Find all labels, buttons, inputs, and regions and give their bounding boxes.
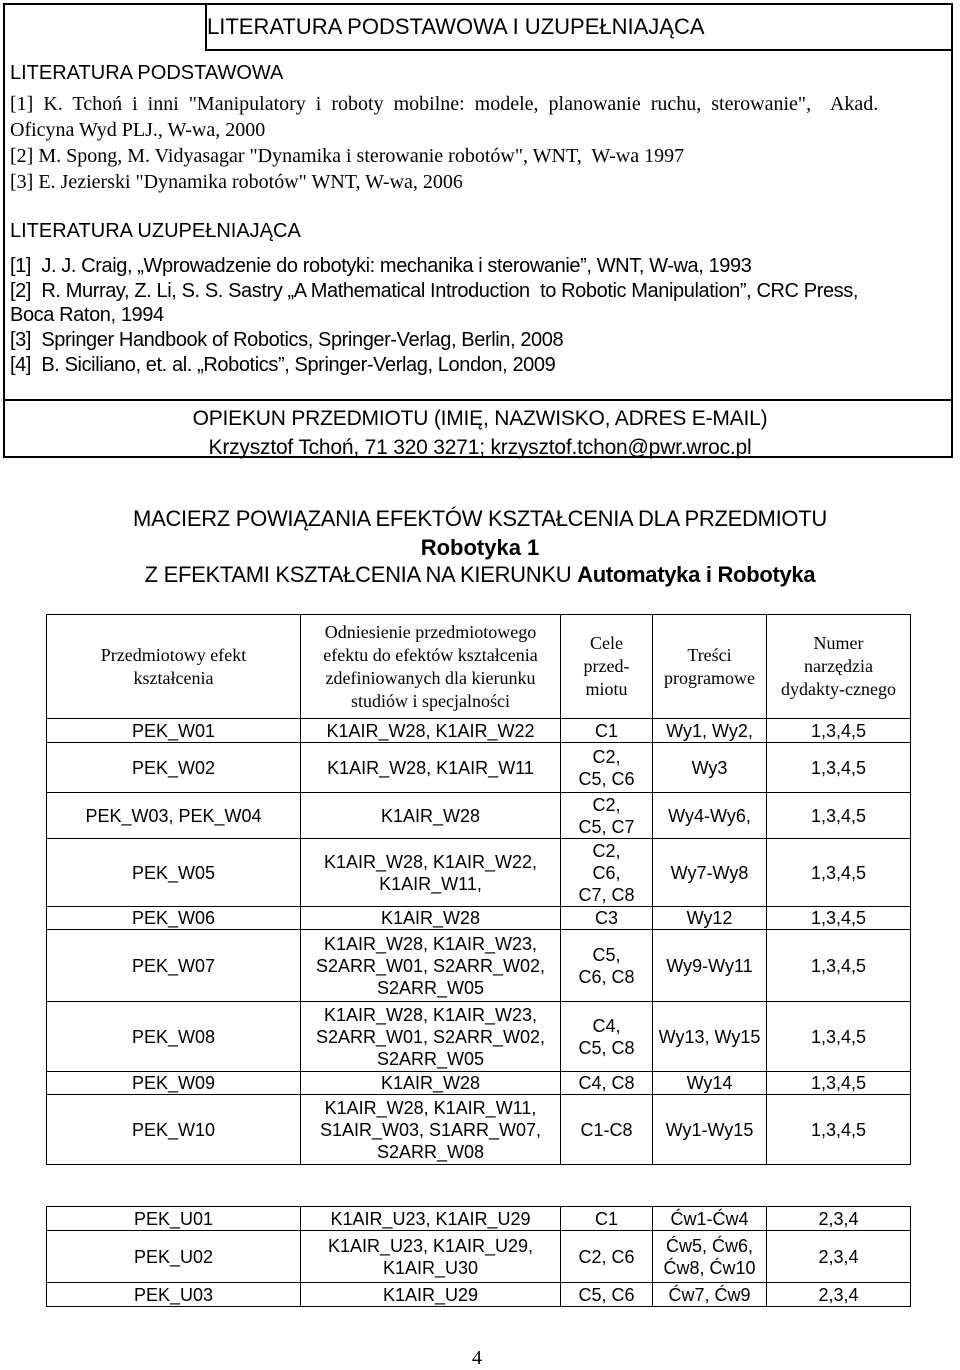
cell-content xyxy=(653,1095,767,1165)
cell-tool-number xyxy=(767,1002,911,1072)
cell-reference xyxy=(301,907,561,930)
box-divider xyxy=(3,399,953,401)
cell-text: C5, C6 xyxy=(578,1284,635,1305)
cell-content xyxy=(653,1207,767,1231)
cell-content xyxy=(653,907,767,930)
table-row xyxy=(47,1207,911,1231)
cell-tool-number xyxy=(767,907,911,930)
cell-text: Wy14 xyxy=(686,1073,733,1093)
cell-text: K1AIR_U23, K1AIR_U29 xyxy=(330,1208,531,1229)
cell-effect xyxy=(47,1231,301,1283)
cell-text: C4, C8 xyxy=(578,1073,635,1093)
cell-text: 2,3,4 xyxy=(818,1246,859,1267)
matrix-subtitle: Z EFEKTAMI KSZTAŁCENIA NA KIERUNKU Automatyka i Robotyka xyxy=(144,562,816,587)
table-row xyxy=(47,1095,911,1165)
cell-text: 1,3,4,5 xyxy=(810,1073,867,1093)
cell-text: PEK_W01 xyxy=(131,720,216,741)
cell-text: Numer xyxy=(813,633,864,653)
cell-text: K1AIR_W28, K1AIR_W22 xyxy=(326,720,535,741)
table-row xyxy=(47,930,911,1002)
cell-text: miotu xyxy=(585,679,628,699)
cell-text: PEK_W03, PEK_W04 xyxy=(85,805,262,826)
supervisor-contact: Krzysztof Tchoń, 71 320 3271; krzysztof.tchon@pwr.wroc.pl xyxy=(208,436,752,459)
cell-content xyxy=(653,1002,767,1072)
course-name: Robotyka 1 xyxy=(420,535,540,560)
cell-text: Odniesienie przedmiotowego xyxy=(324,621,537,642)
cell-goals xyxy=(561,719,653,743)
cell-text: PEK_W09 xyxy=(131,1073,216,1093)
cell-text: C5, C8 xyxy=(578,1037,635,1058)
cell-text: PEK_U03 xyxy=(133,1284,214,1305)
cell-text: zdefiniowanych dla kierunku xyxy=(325,667,536,688)
cell-text: K1AIR_W28, K1AIR_W22, xyxy=(323,851,538,872)
cell-text: C2, xyxy=(592,794,621,815)
cell-reference xyxy=(301,1072,561,1095)
cell-tool-number xyxy=(767,1231,911,1283)
cell-text: C5, C7 xyxy=(578,816,635,837)
cell-text: PEK_U02 xyxy=(133,1246,214,1267)
table-row xyxy=(47,907,911,930)
table-row xyxy=(47,1002,911,1072)
cell-content xyxy=(653,839,767,907)
cell-text: K1AIR_W28 xyxy=(380,1073,481,1093)
basic-item-1-cont: Oficyna Wyd PLJ., W-wa, 2000 xyxy=(10,119,266,141)
cell-effect xyxy=(47,793,301,839)
table-row xyxy=(47,1231,911,1283)
cell-tool-number xyxy=(767,719,911,743)
cell-text: Treści xyxy=(687,644,732,665)
cell-effect xyxy=(47,719,301,743)
cell-text: Cele xyxy=(590,633,623,653)
cell-reference xyxy=(301,743,561,793)
header-reference xyxy=(301,615,561,719)
cell-text: PEK_W05 xyxy=(131,862,216,883)
supervisor-heading: OPIEKUN PRZEDMIOTU (IMIĘ, NAZWISKO, ADRES E-MAIL) xyxy=(192,407,768,430)
cell-goals xyxy=(561,839,653,907)
basic-item-2: [2] M. Spong, M. Vidyasagar "Dynamika i sterowanie robotów", WNT, W-wa 1997 xyxy=(10,145,685,167)
cell-text: Ćw8, Ćw10 xyxy=(663,1257,756,1278)
header-tool-number xyxy=(767,615,911,719)
cell-text: C3 xyxy=(594,908,618,928)
basic-literature-heading: LITERATURA PODSTAWOWA xyxy=(10,62,284,84)
cell-text: C4, xyxy=(592,1015,621,1036)
cell-text: C2, xyxy=(592,840,621,861)
matrix-title: MACIERZ POWIĄZANIA EFEKTÓW KSZTAŁCENIA DLA PRZEDMIOTU xyxy=(133,506,827,531)
cell-text: studiów i specjalności xyxy=(351,690,510,711)
cell-text: K1AIR_W11, xyxy=(379,873,482,894)
cell-content xyxy=(653,793,767,839)
supp-item-1: [1] J. J. Craig, „Wprowadzenie do robotyki: mechanika i sterowanie”, WNT, W-wa, 1993 xyxy=(10,255,752,277)
basic-item-3: [3] E. Jezierski "Dynamika robotów" WNT, W-wa, 2006 xyxy=(10,171,463,193)
cell-text: S2ARR_W08 xyxy=(376,1141,485,1162)
cell-reference xyxy=(301,1095,561,1165)
cell-effect xyxy=(47,1095,301,1165)
cell-text: 2,3,4 xyxy=(818,1284,859,1305)
cell-text: 1,3,4,5 xyxy=(810,955,867,976)
cell-text: K1AIR_W28, K1AIR_W23, xyxy=(323,1004,538,1025)
table-row xyxy=(47,1072,911,1095)
cell-tool-number xyxy=(767,1283,911,1307)
table-header-row xyxy=(47,615,911,719)
cell-effect xyxy=(47,839,301,907)
cell-text: Wy9-Wy11 xyxy=(666,955,753,976)
cell-text: C7, C8 xyxy=(578,884,635,905)
cell-reference xyxy=(301,719,561,743)
cell-text: PEK_W02 xyxy=(131,757,216,778)
cell-goals xyxy=(561,1207,653,1231)
cell-effect xyxy=(47,743,301,793)
cell-reference xyxy=(301,1002,561,1072)
cell-text: S2ARR_W01, S2ARR_W02, xyxy=(315,1026,546,1047)
cell-content xyxy=(653,1283,767,1307)
cell-text: Przedmiotowy efekt xyxy=(100,644,247,665)
basic-item-1: [1] K. Tchoń i inni "Manipulatory i roboty mobilne: modele, planowanie ruchu, sterowanie", Akad. xyxy=(10,93,879,115)
literature-title: LITERATURA PODSTAWOWA I UZUPEŁNIAJĄCA xyxy=(207,14,705,39)
cell-content xyxy=(653,930,767,1002)
cell-text: K1AIR_W28, K1AIR_W23, xyxy=(323,933,538,954)
cell-text: kształcenia xyxy=(133,667,214,688)
cell-text: 1,3,4,5 xyxy=(810,805,867,826)
cell-goals xyxy=(561,1095,653,1165)
table-row xyxy=(47,793,911,839)
cell-effect xyxy=(47,1072,301,1095)
table-row xyxy=(47,839,911,907)
cell-text: C6, xyxy=(592,862,621,883)
cell-text: Wy3 xyxy=(691,757,728,778)
cell-text: K1AIR_W28 xyxy=(380,805,481,826)
cell-text: programowe xyxy=(664,667,755,688)
cell-text: K1AIR_U23, K1AIR_U29, xyxy=(327,1235,534,1256)
table-row xyxy=(47,719,911,743)
cell-text: efektu do efektów kształcenia xyxy=(323,644,538,665)
cell-reference xyxy=(301,1283,561,1307)
cell-text: Wy4-Wy6, xyxy=(668,805,751,826)
page-number: 4 xyxy=(472,1347,482,1369)
cell-reference xyxy=(301,930,561,1002)
cell-tool-number xyxy=(767,1095,911,1165)
cell-tool-number xyxy=(767,1072,911,1095)
cell-text: K1AIR_U30 xyxy=(382,1257,479,1278)
cell-effect xyxy=(47,1002,301,1072)
cell-text: Wy1-Wy15 xyxy=(665,1119,754,1140)
skills-table xyxy=(46,1206,911,1307)
cell-text: C5, C6 xyxy=(578,768,635,789)
cell-reference xyxy=(301,1207,561,1231)
cell-goals xyxy=(561,743,653,793)
cell-tool-number xyxy=(767,839,911,907)
cell-text: Ćw7, Ćw9 xyxy=(668,1284,751,1305)
cell-text: 1,3,4,5 xyxy=(810,1119,867,1140)
cell-reference xyxy=(301,1231,561,1283)
cell-text: S2ARR_W01, S2ARR_W02, xyxy=(315,955,546,976)
cell-tool-number xyxy=(767,1207,911,1231)
table-row xyxy=(47,743,911,793)
cell-goals xyxy=(561,930,653,1002)
cell-tool-number xyxy=(767,793,911,839)
cell-text: K1AIR_W28 xyxy=(380,908,481,928)
cell-goals xyxy=(561,1002,653,1072)
cell-content xyxy=(653,1072,767,1095)
header-goals xyxy=(561,615,653,719)
cell-effect xyxy=(47,1283,301,1307)
cell-content xyxy=(653,743,767,793)
cell-text: 1,3,4,5 xyxy=(810,757,867,778)
cell-text: C2, C6 xyxy=(578,1246,635,1267)
cell-goals xyxy=(561,1072,653,1095)
cell-text: 1,3,4,5 xyxy=(810,720,867,741)
cell-text: PEK_W10 xyxy=(131,1119,216,1140)
cell-text: K1AIR_W28, K1AIR_W11, xyxy=(324,1097,537,1118)
cell-text: C1 xyxy=(594,720,618,741)
cell-text: Ćw1-Ćw4 xyxy=(670,1208,749,1229)
cell-goals xyxy=(561,793,653,839)
cell-effect xyxy=(47,930,301,1002)
cell-text: PEK_W06 xyxy=(131,908,216,928)
header-content xyxy=(653,615,767,719)
cell-text: Wy1, Wy2, xyxy=(666,720,753,741)
cell-goals xyxy=(561,1283,653,1307)
field-name: Automatyka i Robotyka xyxy=(577,562,816,587)
cell-text: 1,3,4,5 xyxy=(810,862,867,883)
cell-text: 1,3,4,5 xyxy=(810,1026,867,1047)
cell-text: przed- xyxy=(583,656,630,676)
cell-reference xyxy=(301,793,561,839)
supp-item-2: [2] R. Murray, Z. Li, S. S. Sastry „A Mathematical Introduction to Robotic Manipulation”, CRC Press, xyxy=(10,280,859,302)
cell-text: dydakty-cznego xyxy=(781,679,896,699)
cell-text: 1,3,4,5 xyxy=(810,908,867,928)
cell-text: Wy7-Wy8 xyxy=(670,862,749,883)
cell-text: C1 xyxy=(594,1208,618,1229)
cell-text: S2ARR_W05 xyxy=(376,1048,485,1069)
supp-item-2-cont: Boca Raton, 1994 xyxy=(10,304,164,326)
cell-content xyxy=(653,719,767,743)
supplementary-literature-heading: LITERATURA UZUPEŁNIAJĄCA xyxy=(10,220,301,242)
header-effect xyxy=(47,615,301,719)
cell-text: 2,3,4 xyxy=(818,1208,859,1229)
cell-text: PEK_U01 xyxy=(133,1208,214,1229)
cell-text: PEK_W07 xyxy=(131,955,216,976)
supp-item-4: [4] B. Siciliano, et. al. „Robotics”, Springer-Verlag, London, 2009 xyxy=(10,354,556,376)
cell-text: C5, xyxy=(592,944,621,965)
cell-goals xyxy=(561,907,653,930)
cell-text: K1AIR_W28, K1AIR_W11 xyxy=(327,757,534,778)
table-row xyxy=(47,1283,911,1307)
cell-text: S1AIR_W03, S1ARR_W07, xyxy=(319,1119,542,1140)
cell-text: Wy13, Wy15 xyxy=(658,1026,761,1047)
effects-table xyxy=(46,614,911,1165)
cell-goals xyxy=(561,1231,653,1283)
cell-text: PEK_W08 xyxy=(131,1026,216,1047)
cell-text: C2, xyxy=(592,746,621,767)
cell-text: K1AIR_U29 xyxy=(382,1284,479,1305)
cell-tool-number xyxy=(767,930,911,1002)
cell-text: Ćw5, Ćw6, xyxy=(665,1235,754,1256)
cell-effect xyxy=(47,907,301,930)
cell-text: narzędzia xyxy=(804,656,873,676)
cell-content xyxy=(653,1231,767,1283)
cell-text: C1-C8 xyxy=(580,1119,633,1140)
cell-tool-number xyxy=(767,743,911,793)
cell-text: Wy12 xyxy=(686,908,733,928)
cell-text: S2ARR_W05 xyxy=(376,977,485,998)
cell-text: C6, C8 xyxy=(578,966,635,987)
supp-item-3: [3] Springer Handbook of Robotics, Springer-Verlag, Berlin, 2008 xyxy=(10,329,564,351)
cell-reference xyxy=(301,839,561,907)
cell-effect xyxy=(47,1207,301,1231)
